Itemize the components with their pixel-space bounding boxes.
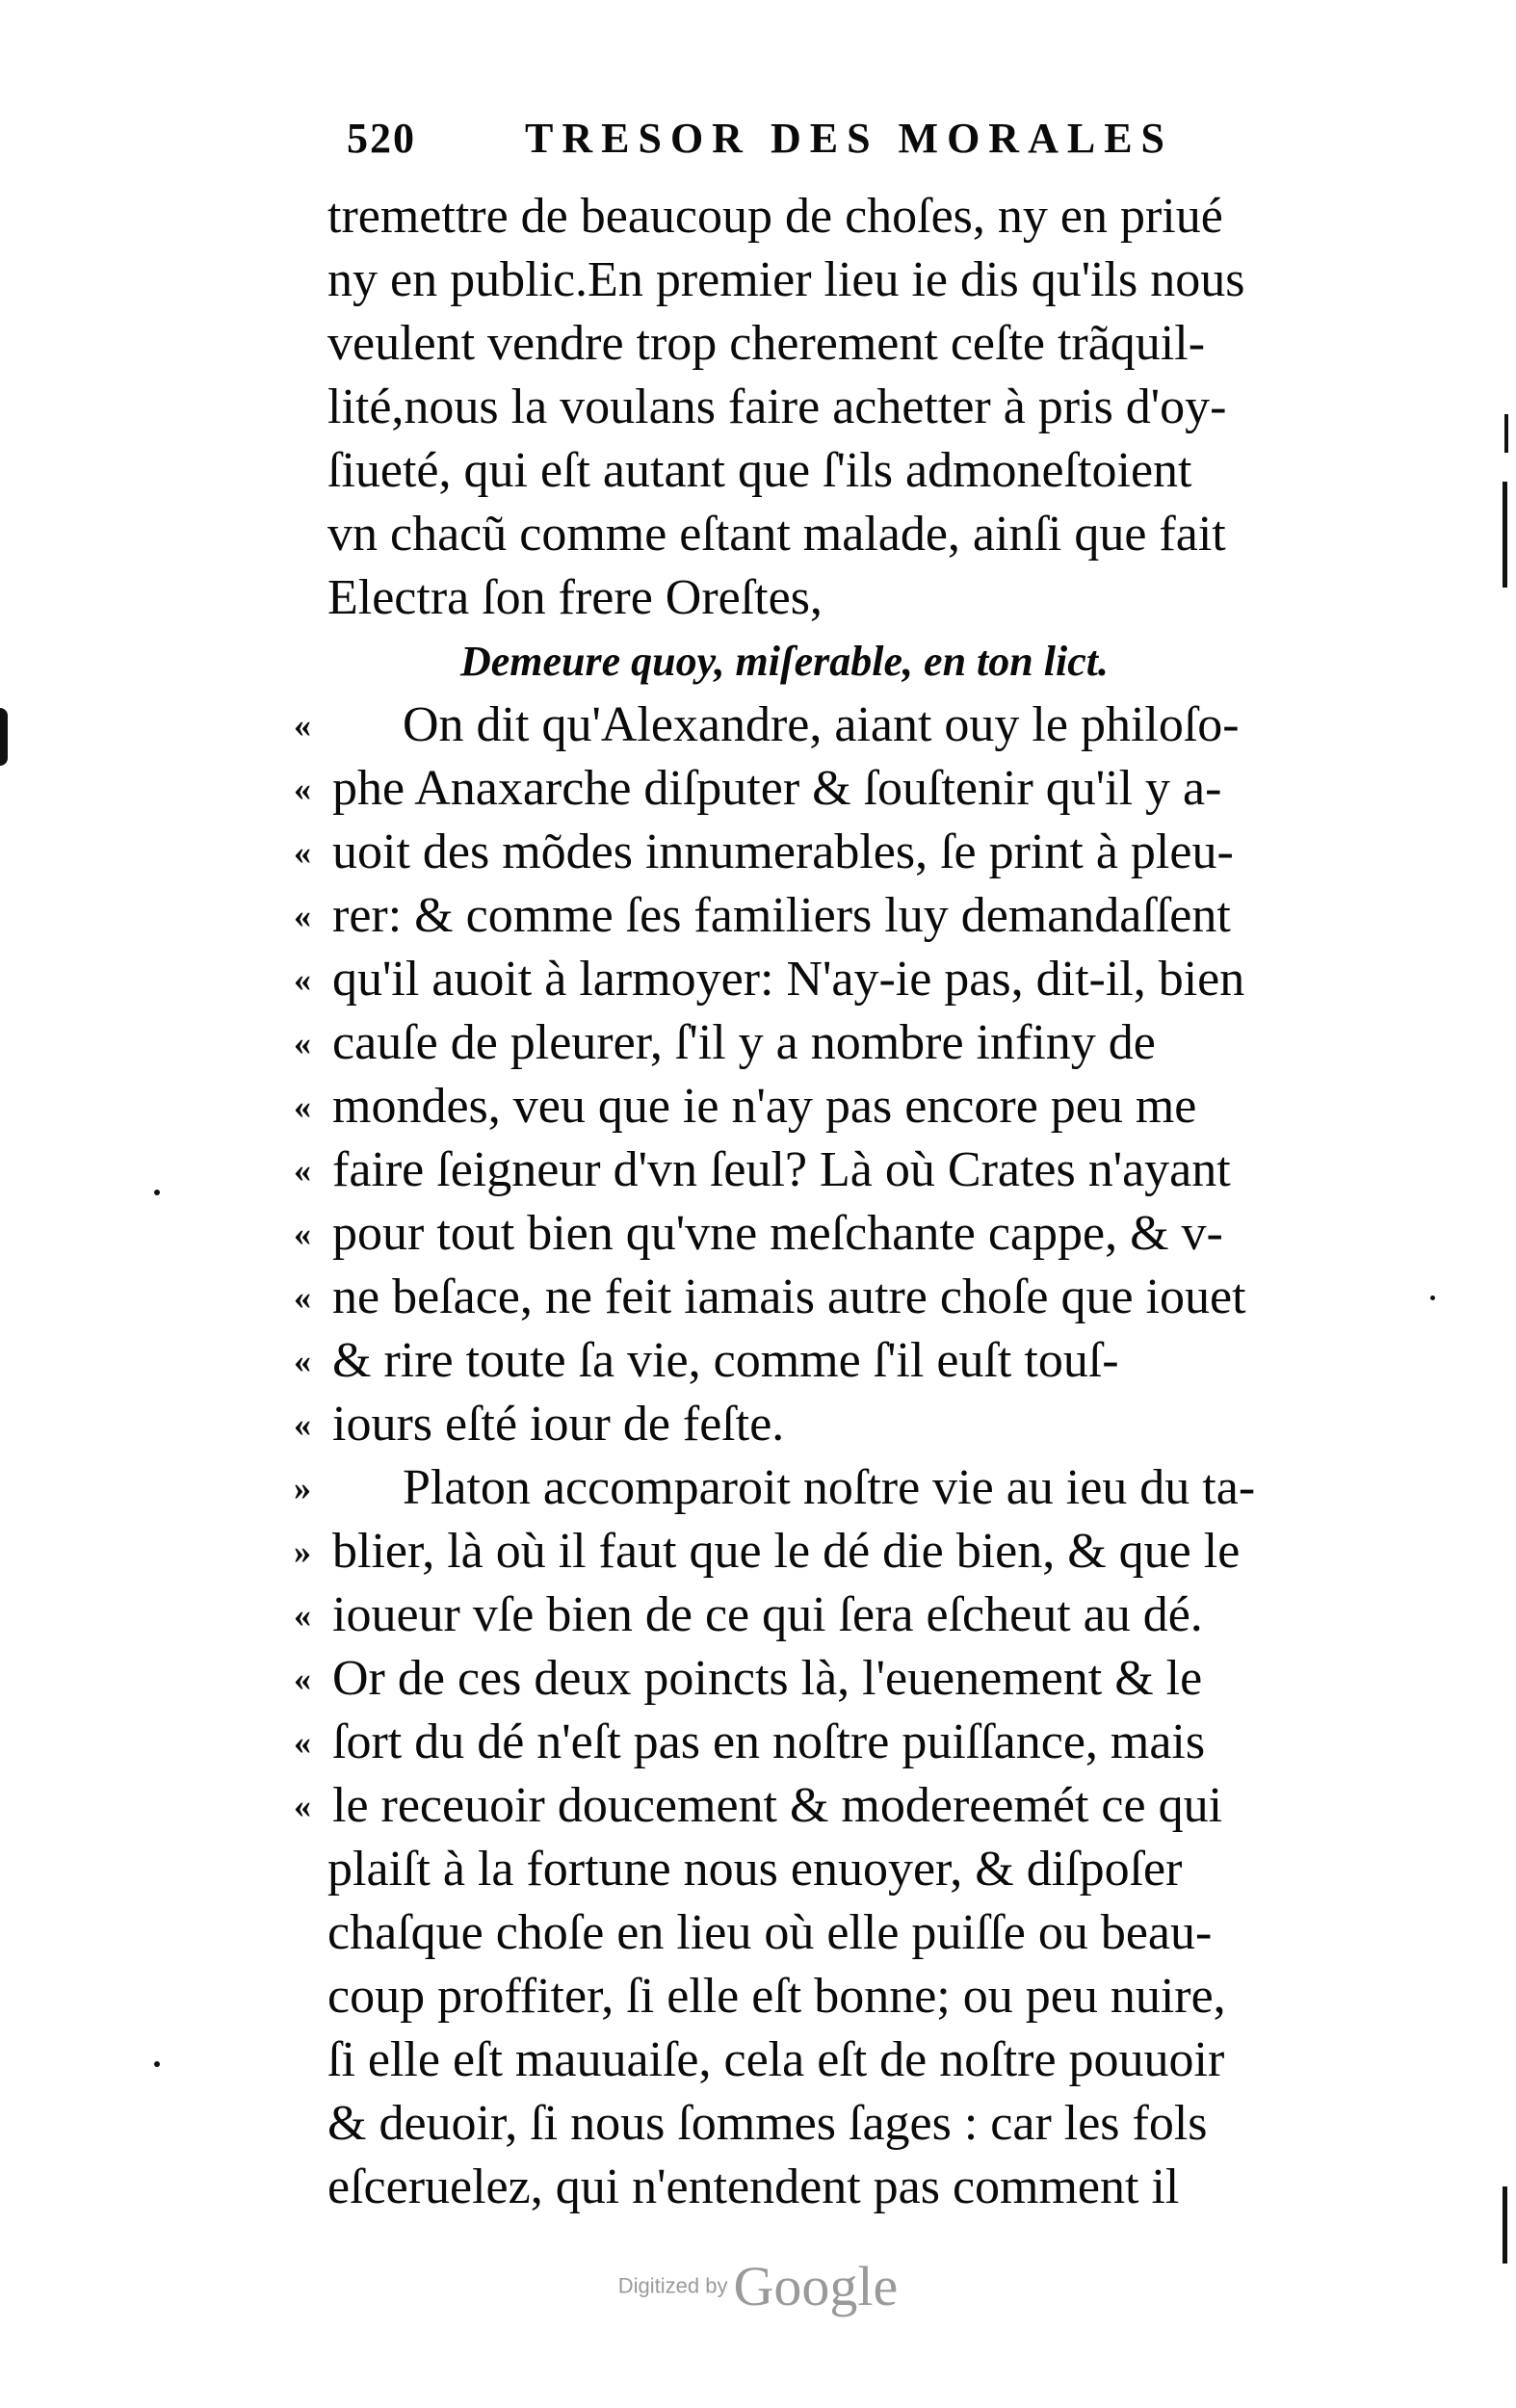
line-text: pour tout bien qu'vne meſchante cappe, & v- [332, 1206, 1223, 1261]
line-text: Platon accomparoit noſtre vie au ieu du ta- [403, 1460, 1256, 1515]
text-line [0, 1456, 1516, 1520]
text-line [0, 376, 1516, 439]
quotation-mark: « [294, 1278, 311, 1317]
line-text: lité,nous la voulans faire achetter à pris d'oy- [327, 380, 1227, 434]
text-line [0, 2028, 1516, 2092]
scan-edge-mark [1503, 482, 1507, 588]
ink-speck [154, 2061, 160, 2067]
ink-speck [154, 1190, 160, 1195]
text-line [0, 948, 1516, 1011]
scan-edge-mark [1504, 414, 1508, 453]
quotation-mark: « [294, 1151, 311, 1190]
line-text: Electra ſon frere Oreſtes, [327, 570, 823, 625]
text-line [0, 1202, 1516, 1266]
quotation-mark: « [294, 1660, 311, 1698]
line-text: coup proffiter, ſi elle eſt bonne; ou peu nuire, [327, 1969, 1226, 2024]
page-number: 520 [347, 115, 416, 162]
quotation-mark: « [294, 1596, 311, 1635]
quotation-mark: « [294, 1787, 311, 1825]
quotation-mark: « [294, 1405, 311, 1444]
quotation-mark: « [294, 897, 311, 935]
quotation-mark: « [294, 1024, 311, 1062]
quotation-mark: « [294, 1342, 311, 1380]
ink-speck [1430, 1296, 1435, 1300]
line-text: iours eſté iour de feſte. [332, 1397, 785, 1452]
text-line [0, 1774, 1516, 1838]
text-line [0, 694, 1516, 757]
line-text: blier, là où il faut que le dé die bien, & que le [332, 1524, 1241, 1579]
text-line [0, 1011, 1516, 1075]
text-line [0, 2092, 1516, 2156]
line-text: & deuoir, ſi nous ſommes ſages : car les fols [327, 2096, 1208, 2151]
text-line [0, 503, 1516, 566]
text-line [0, 2156, 1516, 2219]
line-text: rer: & comme ſes familiers luy demandaſſent [332, 888, 1231, 943]
line-text: mondes, veu que ie n'ay pas encore peu me [332, 1079, 1197, 1134]
text-line [0, 757, 1516, 821]
text-line [0, 630, 1516, 694]
text-line [0, 821, 1516, 884]
scan-edge-mark [1503, 2186, 1507, 2264]
google-wordmark: Google [733, 2255, 899, 2317]
line-text: ne beſace, ne feit iamais autre choſe que iouet [332, 1269, 1246, 1324]
line-text: ſi elle eſt mauuaiſe, cela eſt de noſtre pouuoir [327, 2032, 1225, 2087]
quotation-mark: « [294, 770, 311, 808]
line-text: tremettre de beaucoup de choſes, ny en priué [327, 189, 1223, 244]
line-text: On dit qu'Alexandre, aiant ouy le philoſo- [403, 697, 1240, 752]
text-line [0, 1584, 1516, 1647]
quotation-mark: » [294, 1532, 311, 1571]
digitized-watermark [0, 2254, 1516, 2318]
line-text: & rire toute ſa vie, comme ſ'il euſt touſ- [332, 1333, 1119, 1388]
line-text: ioueur vſe bien de ce qui ſera eſcheut au dé. [332, 1587, 1203, 1642]
text-line [0, 1901, 1516, 1965]
running-title: TRESOR DES MORALES [525, 115, 1174, 162]
line-text: ſort du dé n'eſt pas en noſtre puiſſance, mais [332, 1714, 1206, 1769]
line-text: chaſque choſe en lieu où elle puiſſe ou beau- [327, 1905, 1213, 1960]
line-text: Or de ces deux poincts là, l'euenement & le [332, 1651, 1203, 1706]
text-line [0, 884, 1516, 948]
line-text: ny en public.En premier lieu ie dis qu'ils nous [327, 252, 1245, 307]
text-line [0, 312, 1516, 376]
line-text: faire ſeigneur d'vn ſeul? Là où Crates n'ayant [332, 1142, 1231, 1197]
verse-quotation: Demeure quoy, miſerable, en ton lict. [460, 638, 1109, 685]
quotation-mark: « [294, 833, 311, 872]
digitized-label: Digitized by [617, 2273, 728, 2298]
scan-edge-mark [0, 708, 8, 766]
text-line [0, 249, 1516, 312]
line-text: phe Anaxarche diſputer & ſouſtenir qu'il y a- [332, 761, 1222, 816]
line-text: qu'il auoit à larmoyer: N'ay-ie pas, dit-il, bien [332, 952, 1245, 1007]
quotation-mark: « [294, 1087, 311, 1126]
text-line [0, 1329, 1516, 1393]
line-text: veulent vendre trop cherement ceſte trãquil- [327, 316, 1206, 371]
line-text: uoit des mõdes innumerables, ſe print à pleu- [332, 824, 1234, 879]
line-text: plaiſt à la fortune nous enuoyer, & diſpoſer [327, 1842, 1183, 1897]
quotation-mark: « [294, 706, 311, 745]
text-line [0, 185, 1516, 249]
body-text [0, 185, 1516, 2219]
text-line [0, 1393, 1516, 1456]
text-line [0, 1647, 1516, 1711]
text-line [0, 1520, 1516, 1584]
text-line [0, 1711, 1516, 1774]
text-line [0, 1139, 1516, 1202]
quotation-mark: « [294, 1215, 311, 1253]
running-header [347, 114, 1348, 163]
quotation-mark: » [294, 1469, 311, 1507]
text-line [0, 566, 1516, 630]
text-line [0, 1075, 1516, 1139]
quotation-mark: « [294, 960, 311, 999]
text-line [0, 1266, 1516, 1329]
line-text: cauſe de pleurer, ſ'il y a nombre infiny de [332, 1015, 1156, 1070]
line-text: eſceruelez, qui n'entendent pas comment il [327, 2159, 1180, 2214]
text-line [0, 1965, 1516, 2028]
text-line [0, 1838, 1516, 1901]
text-line [0, 439, 1516, 503]
quotation-mark: « [294, 1723, 311, 1762]
line-text: vn chacũ comme eſtant malade, ainſi que fait [327, 507, 1226, 562]
line-text: le receuoir doucement & modereemét ce qui [332, 1778, 1223, 1833]
line-text: ſiueté, qui eſt autant que ſ'ils admoneſtoient [327, 443, 1192, 498]
